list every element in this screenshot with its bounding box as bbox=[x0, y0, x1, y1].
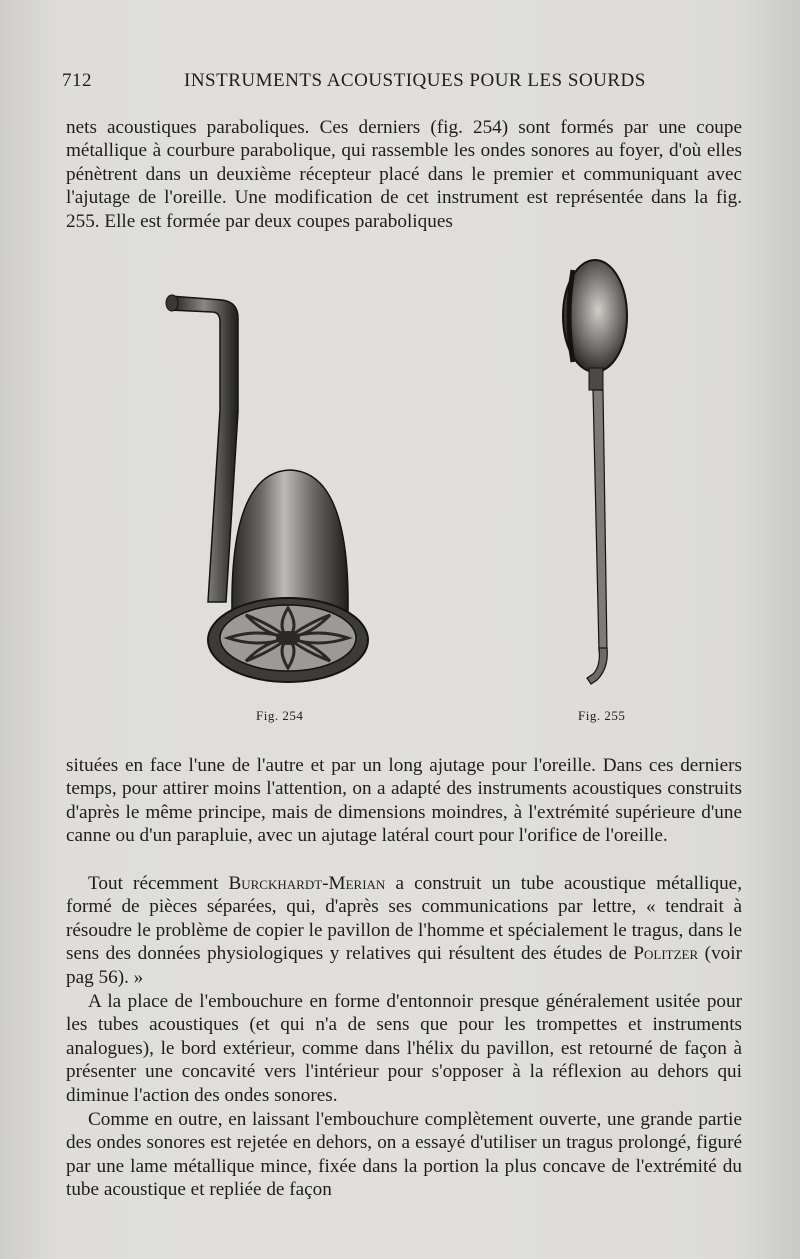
paragraph-3 bbox=[66, 872, 742, 989]
paragraph-5: Comme en outre, en laissant l'embouchure complètement ouverte, une grande partie des ondes sonores est rejetée en dehors, on a essayé d'utiliser un tragus prolongé, figuré par une lame métallique mince, fixée dans la portion la plus concave de l'extrémité du tube acoustique et repliée de façon bbox=[66, 1109, 742, 1201]
paragraph-3-text-a: Tout récemment bbox=[88, 873, 229, 894]
paragraph-1: nets acoustiques paraboliques. Ces derniers (fig. 254) sont formés par une coupe métallique à courbure parabolique, qui rassemble les ondes sonores au foyer, d'où elles pénètrent dans un deuxième récepteur placé dans le premier et communiquant avec l'ajutage de l'oreille. Une modification de cet instrument est représentée dans la fig. 255. Elle est formée par deux coupes paraboliques bbox=[66, 117, 742, 232]
running-title: INSTRUMENTS ACOUSTIQUES POUR LES SOURDS bbox=[184, 70, 646, 91]
fig-255-caption: Fig. 255 bbox=[578, 708, 626, 723]
paragraph-4: A la place de l'embouchure en forme d'entonnoir presque généralement usitée pour les tubes acoustiques (et qui n'a de sens que pour les trompettes et instruments analogues), le bord extérieur, comme dans l'hélix du pavillon, est retourné de façon à présenter une concavité vers l'intérieur pour s'opposer à la réflexion au dehors qui diminue l'action des ondes sonores. bbox=[66, 991, 742, 1106]
fig-254-caption: Fig. 254 bbox=[256, 708, 304, 723]
author-name-burckhardt: Burckhardt-Merian bbox=[228, 873, 386, 894]
fig-254-illustration bbox=[160, 282, 385, 702]
page-number: 712 bbox=[62, 70, 92, 91]
paragraph-2: situées en face l'une de l'autre et par un long ajutage pour l'oreille. Dans ces derniers temps, pour attirer moins l'attention, on a adapté des instruments acoustiques construits d'après le même principe, mais de dimensions moindres, à l'extrémité supérieure d'une canne ou d'un parapluie, avec un ajutage latéral court pour l'orifice de l'oreille. bbox=[66, 755, 742, 847]
author-name-politzer: Politzer bbox=[633, 943, 699, 965]
paragraph-3-text-b: a construit un tube acoustique métallique, formé de pièces séparées, qui, d'après ses communications par lettre, « tendrait à résoudre le problème de copier le pavillon de l'homme et spécialement le tragus, dans le sens des données physiologiques y relatives qui résultent des études de bbox=[66, 873, 742, 965]
paragraph-3-text-c: (voir pag 56). » bbox=[66, 943, 742, 988]
fig-255-illustration bbox=[555, 256, 635, 690]
running-head bbox=[62, 70, 742, 96]
